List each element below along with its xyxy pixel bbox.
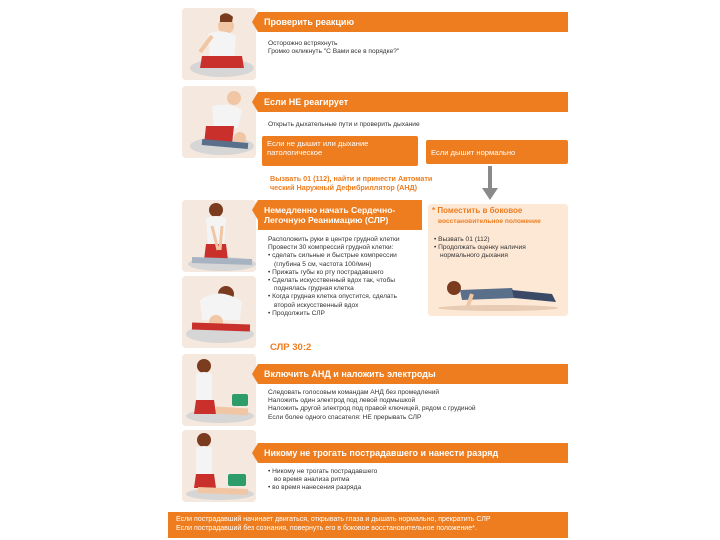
step-cpr-header bbox=[258, 200, 422, 230]
call-emergency-text: Вызвать 01 (112), найти и принести Автомати ческий Наружный Дефибриллятор (АНД) bbox=[270, 174, 433, 192]
step-not-responding-header bbox=[258, 92, 568, 112]
step-shock-header bbox=[258, 443, 568, 463]
compressions-illustration bbox=[182, 200, 256, 272]
branch-breathing-normally: Если дышит нормально bbox=[426, 140, 568, 164]
step-aed-title: Включить АНД и наложить электроды bbox=[264, 369, 436, 379]
cpr-bullet: • Продолжить СЛР bbox=[268, 309, 325, 317]
step-shock-text: • Никому не трогать пострадавшего во время анализа ритма • во время нанесения разряда bbox=[268, 468, 378, 492]
cpr-bullet: (глубина 5 см, частота 100/мин) bbox=[274, 260, 372, 268]
step-not-responding-title: Если НЕ реагирует bbox=[264, 97, 349, 107]
rescue-breath-illustration bbox=[182, 276, 256, 348]
step-shock-title: Никому не трогать пострадавшего и нанести разряд bbox=[264, 448, 499, 458]
footer-note: Если пострадавший начинает двигаться, открывать глаза и дышать нормально, прекратить СЛР Если пострадавший без сознания, повернуть его в боковое восстановительное положение*. bbox=[168, 512, 568, 538]
cpr-bullet: • Сделать искусственный вдох так, чтобы bbox=[268, 277, 395, 285]
recovery-position-panel bbox=[428, 204, 568, 316]
step-aed-text: Следовать голосовым командам АНД без промедлений Наложить один электрод под левой подмышкой Наложить другой электрод под правой ключицей, рядом с грудиной Если более одного спасателя: НЕ прерывать СЛР bbox=[268, 389, 476, 421]
cpr-bullet: второй искусственный вдох bbox=[274, 301, 359, 309]
check-response-illustration bbox=[182, 8, 256, 80]
aed-pads-illustration bbox=[182, 354, 256, 426]
cpr-bullet: • Когда грудная клетка опустится, сделать bbox=[268, 293, 397, 301]
step-check-response-title: Проверить реакцию bbox=[264, 17, 355, 27]
step-cpr-title: Немедленно начать Сердечно-Легочную Реанимацию (СЛР) bbox=[264, 205, 396, 225]
shock-illustration bbox=[182, 430, 256, 502]
step-check-response-text: Осторожно встряхнуть Громко окликнуть "С Вами все в порядке?" bbox=[268, 40, 400, 56]
branch-not-breathing: Если не дышит или дыхание патологическое bbox=[262, 136, 418, 166]
step-not-responding-text: Открыть дыхательные пути и проверить дыхание bbox=[268, 121, 420, 128]
step-aed-header bbox=[258, 364, 568, 384]
step-cpr-text: Расположить руки в центре грудной клетки Провести 30 компрессий грудной клетки: • сделать сильные и быстрые компрессии (глубина 5 см, частота 100/мин) • Прижать губы ко рту пострадавшего • Сделать искусственный вдох так, чтобы поднялась грудная клетка • Когда грудная клетка опустится, сделать второй искусственный вдох • Продолжить СЛР bbox=[268, 236, 400, 317]
cpr-bullet: • сделать сильные и быстрые компрессии bbox=[268, 252, 397, 260]
cpr-bullet: • Прижать губы ко рту пострадавшего bbox=[268, 268, 384, 276]
recovery-position-illustration bbox=[432, 268, 564, 312]
cpr-ratio: СЛР 30:2 bbox=[270, 342, 312, 353]
recovery-subtitle: восстановительное положение bbox=[438, 218, 541, 225]
cpr-bullet: поднялась грудная клетка bbox=[274, 285, 354, 293]
recovery-title: * Поместить в боковое bbox=[432, 206, 523, 215]
step-check-response-header bbox=[258, 12, 568, 32]
open-airway-illustration bbox=[182, 86, 256, 158]
recovery-text: • Вызвать 01 (112) • Продолжать оценку наличия нормального дыхания bbox=[434, 236, 526, 260]
down-arrow-icon bbox=[482, 166, 498, 202]
